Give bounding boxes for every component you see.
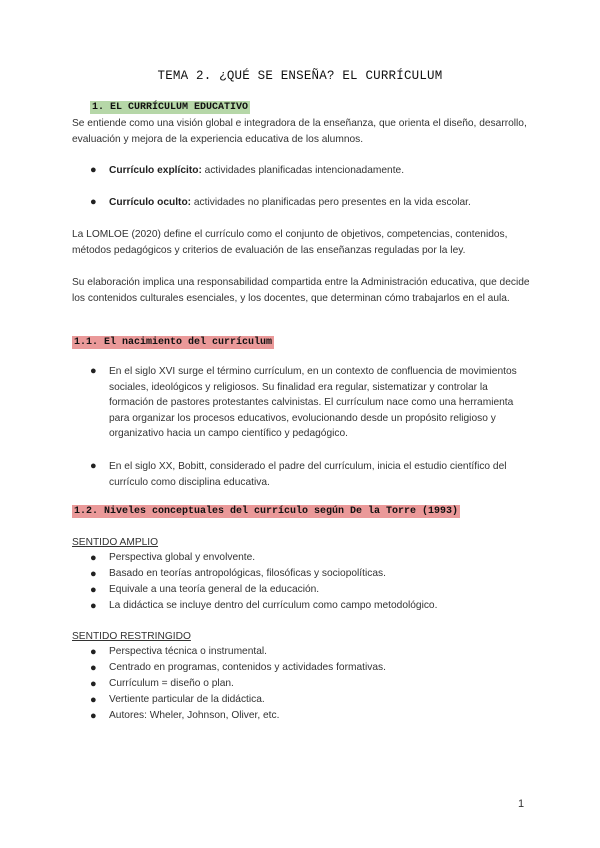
- list-item: ● Centrado en programas, contenidos y actividades formativas.: [90, 662, 386, 674]
- bullet-dot: ●: [90, 662, 97, 674]
- list-item: ● Equivale a una teoría general de la educación.: [90, 584, 320, 596]
- bullet-dot: ●: [90, 164, 97, 176]
- bullet-dot: ●: [90, 584, 97, 596]
- bullet-dot: ●: [90, 710, 97, 722]
- bullet-curriculo-explicito: [90, 163, 530, 179]
- bullet-term: Currículo explícito:: [109, 165, 202, 176]
- bullet-dot: ●: [90, 552, 97, 564]
- bullet-dot: ●: [90, 600, 97, 612]
- list-item: ● Vertiente particular de la didáctica.: [90, 694, 265, 706]
- sentido-restringido-list: [90, 644, 530, 724]
- bullet-dot: ●: [90, 196, 97, 208]
- sentido-amplio-list: [90, 550, 530, 614]
- bullet-dot: ●: [90, 678, 97, 690]
- section-heading-niveles: 1.2. Niveles conceptuales del currículo según De la Torre (1993): [74, 506, 459, 517]
- lomloe-paragraph: La LOMLOE (2020) define el currículo como el conjunto de objetivos, competencias, contenidos, métodos pedagógicos y criterios de evaluación de las enseñanzas reguladas por la ley.: [72, 229, 508, 256]
- list-item: ● Currículum = diseño o plan.: [90, 678, 234, 690]
- list-item: ● La didáctica se incluye dentro del currículum como campo metodológico.: [90, 600, 438, 612]
- sentido-restringido-label: SENTIDO RESTRINGIDO: [72, 631, 191, 642]
- sentido-amplio-label: SENTIDO AMPLIO: [72, 537, 159, 548]
- bullet-siglo-xx: [90, 459, 530, 490]
- list-item: ● Perspectiva técnica o instrumental.: [90, 646, 267, 658]
- intro-paragraph: Se entiende como una visión global e integradora de la enseñanza, que orienta el diseño, desarrollo, evaluación y mejora de la experiencia educativa de los alumnos.: [72, 118, 527, 145]
- elaboration-paragraph: Su elaboración implica una responsabilidad compartida entre la Administración educativa, que decide los contenidos culturales esenciales, y los docentes, que determinan cómo trabajarlos en el aula.: [72, 277, 530, 304]
- list-item: ● Basado en teorías antropológicas, filosóficas y sociopolíticas.: [90, 568, 386, 580]
- bullet-dot: ●: [90, 694, 97, 706]
- list-item: ● Perspectiva global y envolvente.: [90, 552, 256, 564]
- page-title: TEMA 2. ¿QUÉ SE ENSEÑA? EL CURRÍCULUM: [157, 69, 443, 83]
- bullet-text: actividades no planificadas pero presentes en la vida escolar.: [191, 197, 471, 208]
- page-number: 1: [518, 798, 525, 810]
- section-heading-curriculum-educativo: 1. EL CURRÍCULUM EDUCATIVO: [92, 102, 249, 113]
- bullet-siglo-xvi: [90, 364, 530, 442]
- bullet-term: Currículo oculto:: [109, 197, 192, 208]
- bullet-dot: ●: [90, 646, 97, 658]
- section-heading-nacimiento: 1.1. El nacimiento del currículum: [74, 337, 273, 348]
- bullet-text: En el siglo XVI surge el término currículum, en un contexto de confluencia de movimientos sociales, ideológicos y religiosos. Su finalidad era regular, sistematizar y controlar la formación de pastores protestantes calvinistas. El currículum nace como una herramienta para organizar los procesos educativos, evolucionando desde un propósito religioso y organizativo hacia un campo científico y pedagógico.: [109, 366, 517, 439]
- bullet-dot: ●: [90, 365, 97, 377]
- bullet-dot: ●: [90, 460, 97, 472]
- bullet-text: En el siglo XX, Bobitt, considerado el padre del currículum, inicia el estudio científico del currículo como disciplina educativa.: [109, 461, 507, 488]
- bullet-dot: ●: [90, 568, 97, 580]
- bullet-text: actividades planificadas intencionadamente.: [201, 165, 405, 176]
- bullet-curriculo-oculto: [90, 195, 530, 211]
- list-item: ● Autores: Wheler, Johnson, Oliver, etc.: [90, 710, 280, 722]
